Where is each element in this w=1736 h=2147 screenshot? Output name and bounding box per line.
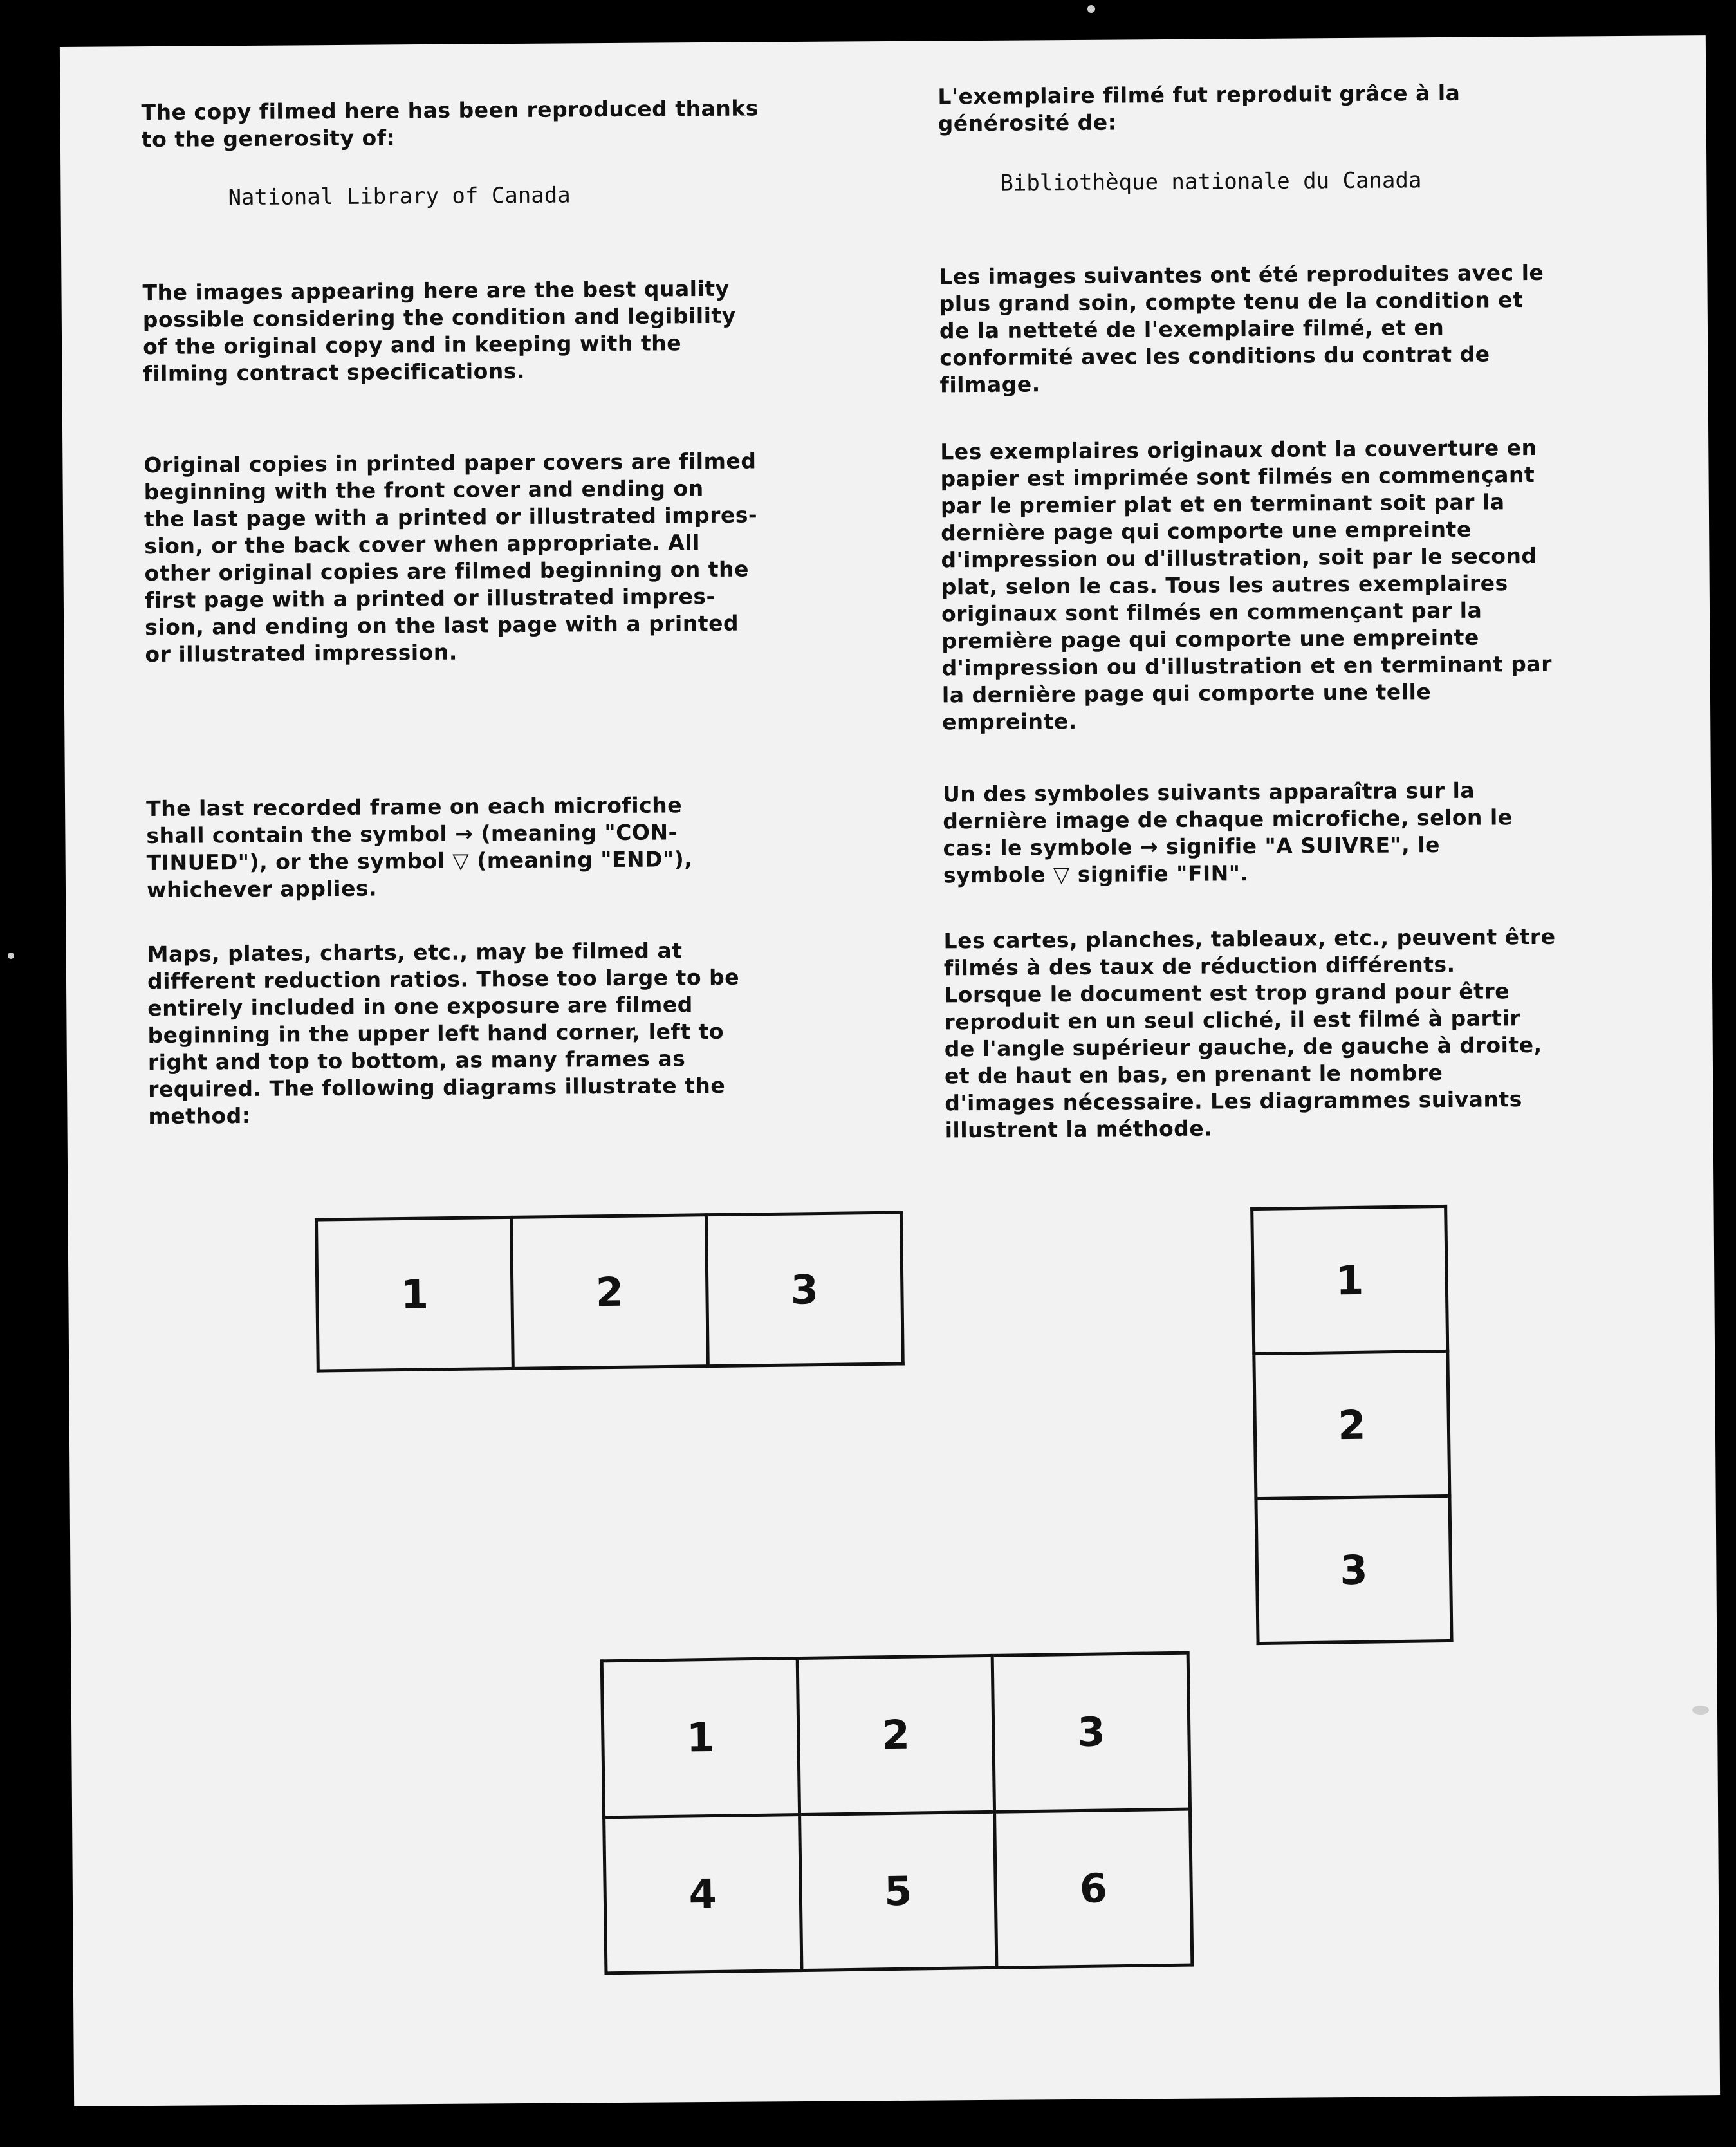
frame-cell: 1 <box>316 1217 513 1371</box>
symbols-text: The last recorded frame on each microfiche shall contain the symbol → (meaning "CON- TINUED"), or the symbol ▽ (meaning "END"), whichever applies. <box>145 792 693 903</box>
frame-cell: 1 <box>602 1659 799 1817</box>
frame-cell: 6 <box>995 1809 1192 1968</box>
frame-cell: 2 <box>797 1655 995 1814</box>
microfiche-target-sheet <box>60 35 1720 2106</box>
frame-cell: 2 <box>1254 1351 1450 1498</box>
film-speck <box>1087 5 1095 13</box>
film-speck <box>1692 1706 1709 1715</box>
grid-frame-diagram <box>600 1651 1194 1975</box>
frame-cell: 3 <box>1256 1496 1452 1643</box>
reduction-ratio-text-fr: Les cartes, planches, tableaux, etc., peuvent être filmés à des taux de réduction différents. Lorsque le document est trop grand pour être reproduit en un seul cliché, il est filmé à partir de l'angle supérieur gauche, de gauche à droite, et de haut en bas, en prenant le nombre d'images nécessaire. Les diagrammes suivants illustrent la méthode. <box>943 924 1556 1143</box>
frame-cell: 2 <box>511 1215 708 1369</box>
frame-cell: 5 <box>799 1812 997 1971</box>
frame-cell: 4 <box>604 1814 802 1973</box>
image-quality-text: The images appearing here are the best quality possible considering the condition and legibility of the original copy and in keeping with the filming contract specifications. <box>142 275 736 387</box>
french-column <box>937 36 1581 1143</box>
acknowledgement-text: The copy filmed here has been reproduced thanks to the generosity of: <box>141 95 759 153</box>
vertical-frame-diagram <box>1250 1205 1453 1645</box>
reduction-ratio-text: Maps, plates, charts, etc., may be filmed at different reduction ratios. Those too large to be entirely included in one exposure are filmed beginning in the upper left hand corner, left to right and top to bottom, as many frames as required. The following diagrams illustrate the method: <box>147 938 740 1129</box>
image-quality-text-fr: Les images suivantes ont été reproduites avec le plus grand soin, compte tenu de la condition et de la netteté de l'exemplaire filmé, et en conformité avec les conditions du contrat de filmage. <box>939 259 1544 398</box>
english-column <box>141 42 784 1129</box>
symbols-text-fr: Un des symboles suivants apparaîtra sur la dernière image de chaque microfiche, selon le cas: le symbole → signifie "A SUIVRE", le symbole ▽ signifie "FIN". <box>942 777 1513 888</box>
acknowledgement-text-fr: L'exemplaire filmé fut reproduit grâce à la générosité de: <box>937 80 1461 136</box>
filming-order-text: Original copies in printed paper covers are filmed beginning with the front cover and ending on the last page with a printed or illustrated impres- sion, or the back cover when appropriate. All other original copies are filmed beginning on the first page with a printed or illustrated impres- sion, and ending on the last page with a printed or illustrated impression. <box>143 448 758 667</box>
filming-order-text-fr: Les exemplaires originaux dont la couverture en papier est imprimée sont filmés en commençant par le premier plat et en terminant soit par la dernière page qui comporte une empreinte d'impression ou d'illustration, soit par le second plat, selon le cas. Tous les autres exemplaires originaux sont filmés en commençant par la première page qui comporte une empreinte d'impression ou d'illustration et en terminant par la dernière page qui comporte une telle empreinte. <box>940 434 1553 735</box>
frame-cell: 3 <box>992 1653 1190 1812</box>
frame-cell: 1 <box>1252 1206 1448 1353</box>
horizontal-frame-diagram <box>315 1211 905 1372</box>
library-name: National Library of Canada <box>228 182 571 211</box>
frame-cell: 3 <box>706 1213 903 1366</box>
library-name-fr: Bibliothèque nationale du Canada <box>1000 167 1422 196</box>
film-speck <box>8 953 14 959</box>
